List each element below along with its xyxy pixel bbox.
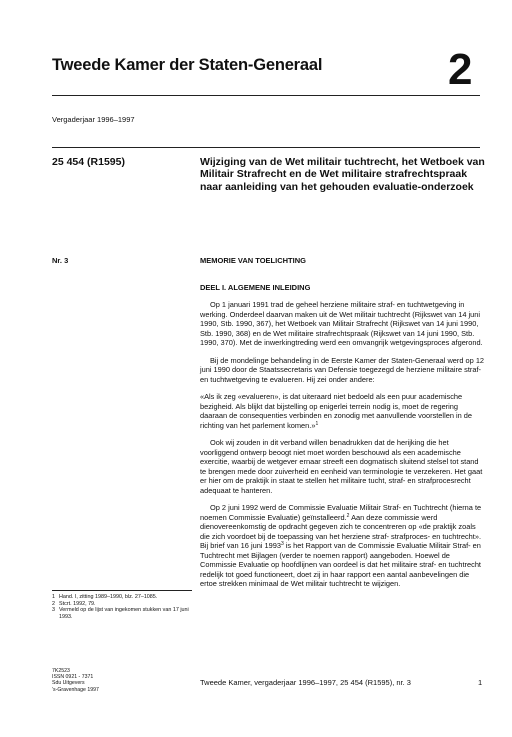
footnote-number: 3 [52,607,55,614]
quote-paragraph [200,392,485,430]
page-footer: Tweede Kamer, vergaderjaar 1996–1997, 25 454 (R1595), nr. 3 [200,678,411,687]
imprint-code: 7K2523 [52,668,70,674]
footnote-ref-1: 1 [315,420,319,427]
paragraph-4-part-b: Aan deze commissie werd dienovereenkomstig de opdracht gegeven zich te concentreren op «de praktijk zoals die zich voordoet bij de toepassing van het herziene straf- strafproces- en tuchtrecht». Bij brief van 16 juni 1993 [200,512,481,550]
imprint-place-year: ’s-Gravenhage 1997 [52,686,99,693]
kamerstuk-subject: Wijziging van de Wet militair tuchtrecht, het Wetboek van Militair Strafrecht en de Wet militaire strafrechtspraak naar aanleiding van het gehouden evaluatie-onderzoek [200,156,485,193]
footnote [52,601,192,608]
footnote-number: 2 [52,600,55,607]
footnote [52,594,192,601]
footnotes [52,594,192,620]
document-title: MEMORIE VAN TOELICHTING [200,256,306,265]
paragraph-2: Bij de mondelinge behandeling in de Eerste Kamer der Staten-Generaal werd op 12 juni 1990 door de Staatssecretaris van Defensie toegezegd de herziene militaire straf- en tuchtwetgeving te evalueren. Hij zei onder andere: [200,355,485,384]
footnote-ref-2: 2 [346,512,350,519]
header-rule [52,95,480,96]
document-number: Nr. 3 [52,256,69,265]
footnote-ref-3: 3 [280,541,284,547]
paragraph-1: Op 1 januari 1991 trad de geheel herziene militaire straf- en tuchtwetgeving in werking. Onderdeel daarvan maken uit de Wet militair tuchtrecht (Rijkswet van 14 juni 1990, Stb. 1990, 367), het Wetboek van Militair Strafrecht (Rijkswet van 14 juni 1990, Stb. 1990, 368) en de Wet militaire strafrechtspraak (Rijkswet van 14 juni 1990, Stb. 1990, 370). Met de inwerkingtreding werd een omvangrijk wetgevingsproces afgerond. [200,300,483,347]
chamber-title: Tweede Kamer der Staten-Generaal [52,56,323,74]
chamber-number: 2 [448,45,473,94]
body-text [200,300,485,597]
quote-text: «Als ik zeg «evalueren», is dat uiteraard niet bedoeld als een puur academische bezigheid. Als blijkt dat bijstelling op enigerlei terrein nodig is, moet de regering daaraan de consequenties verbinden en zonodig met aanvullende voorstellen in de richting van het parlement komen.» [200,392,473,430]
footnote-rule [52,590,192,591]
imprint [52,668,99,693]
footnote-text: Stcrt. 1992, 79. [59,600,96,607]
footnote-number: 1 [52,594,55,600]
page-number: 1 [478,678,483,687]
kamerstuk-rule [52,147,480,148]
footnote-text: Hand. I, zitting 1989–1990, blz. 27–1085. [59,594,158,600]
imprint-issn: ISSN 0921 - 7371 [52,674,94,681]
paragraph-4 [200,503,485,589]
footnote-text: Vermeld op de lijst van ingekomen stukken van 17 juni 1993. [59,607,189,620]
session-year: Vergaderjaar 1996–1997 [52,115,135,124]
footnote [52,607,192,620]
paragraph-4-part-a: Op 2 juni 1992 werd de Commissie Evaluatie Militair Straf- en Tuchtrecht (hierna te noemen Commissie Evaluatie) geïnstalleerd. [200,503,482,522]
paragraph-4-part-c: is het Rapport van de Commissie Evaluatie Militair Straf- en Tuchtrecht met Bijlagen (verder te noemen rapport) aangeboden. Hoewel de Commissie Evaluatie op hoofdlijnen van oordeel is dat het militaire straf- en tuchtrecht redelijk tot goed functioneert, doet zij in haar rapport een aantal aanbevelingen die ertoe strekken minimaal de Wet militair tuchtrecht te wijzigen. [200,541,481,588]
kamerstuk-number: 25 454 (R1595) [52,156,125,168]
section-heading: DEEL I. ALGEMENE INLEIDING [200,283,311,292]
imprint-publisher: Sdu Uitgevers [52,680,85,687]
paragraph-3: Ook wij zouden in dit verband willen benadrukken dat de herijking die het voorliggend ontwerp beoogt niet moet worden beschouwd als een academische exercitie, waarbij de wetgever ernaar streeft een dogmatisch sluitend stelsel tot stand te brengen mede door zuiverheid en eenheid van terminologie te verzekeren. Het gaat er hier om de praktijk in staat te stellen het militaire tucht, straf- en strafprocesrecht adequaat te hanteren. [200,438,483,495]
